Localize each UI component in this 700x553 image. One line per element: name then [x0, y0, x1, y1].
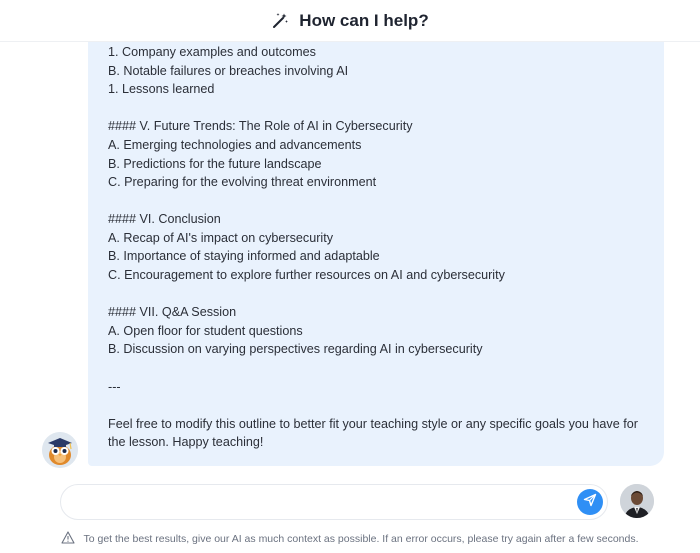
message-line: 1. Company examples and outcomes: [108, 44, 316, 59]
warning-icon: [61, 531, 75, 547]
send-icon: [583, 493, 597, 512]
message-line: ---: [108, 379, 121, 394]
page-title: How can I help?: [299, 10, 429, 30]
assistant-message: [88, 42, 664, 466]
message-line: #### VII. Q&A Session: [108, 305, 237, 320]
disclaimer-text: To get the best results, give our AI as much context as possible. If an error occurs, please try again after a few seconds.: [83, 533, 639, 545]
send-button[interactable]: [577, 489, 603, 515]
message-line: C. Preparing for the evolving threat environment: [108, 175, 377, 190]
assistant-message-text: [108, 43, 648, 452]
message-line: C. Encouragement to explore further resources on AI and cybersecurity: [108, 268, 505, 283]
message-line: B. Discussion on varying perspectives regarding AI in cybersecurity: [108, 342, 483, 357]
message-spacer: [108, 285, 648, 304]
magic-wand-icon: [271, 12, 289, 30]
message-line: A. Recap of AI's impact on cybersecurity: [108, 230, 333, 245]
message-line: B. Notable failures or breaches involving AI: [108, 63, 349, 78]
chat-messages[interactable]: [0, 42, 700, 472]
message-closing: Feel free to modify this outline to better fit your teaching style or any specific goals you have for the lesson. Happy teaching!: [108, 416, 638, 450]
message-line: B. Predictions for the future landscape: [108, 156, 322, 171]
chat-header: [0, 0, 700, 42]
assistant-avatar: [42, 432, 78, 468]
message-line: A. Emerging technologies and advancements: [108, 137, 362, 152]
message-spacer: [108, 359, 648, 378]
message-spacer: [108, 396, 648, 415]
message-input[interactable]: [75, 491, 565, 515]
message-composer[interactable]: [60, 484, 608, 520]
message-spacer: [108, 192, 648, 211]
disclaimer: [0, 528, 700, 550]
message-line: B. Importance of staying informed and adaptable: [108, 249, 380, 264]
message-line: 1. Lessons learned: [108, 82, 215, 97]
message-line: A. Open floor for student questions: [108, 323, 303, 338]
message-line: #### VI. Conclusion: [108, 212, 221, 227]
user-avatar[interactable]: [620, 484, 654, 518]
message-spacer: [108, 99, 648, 118]
message-line: #### V. Future Trends: The Role of AI in Cybersecurity: [108, 119, 413, 134]
